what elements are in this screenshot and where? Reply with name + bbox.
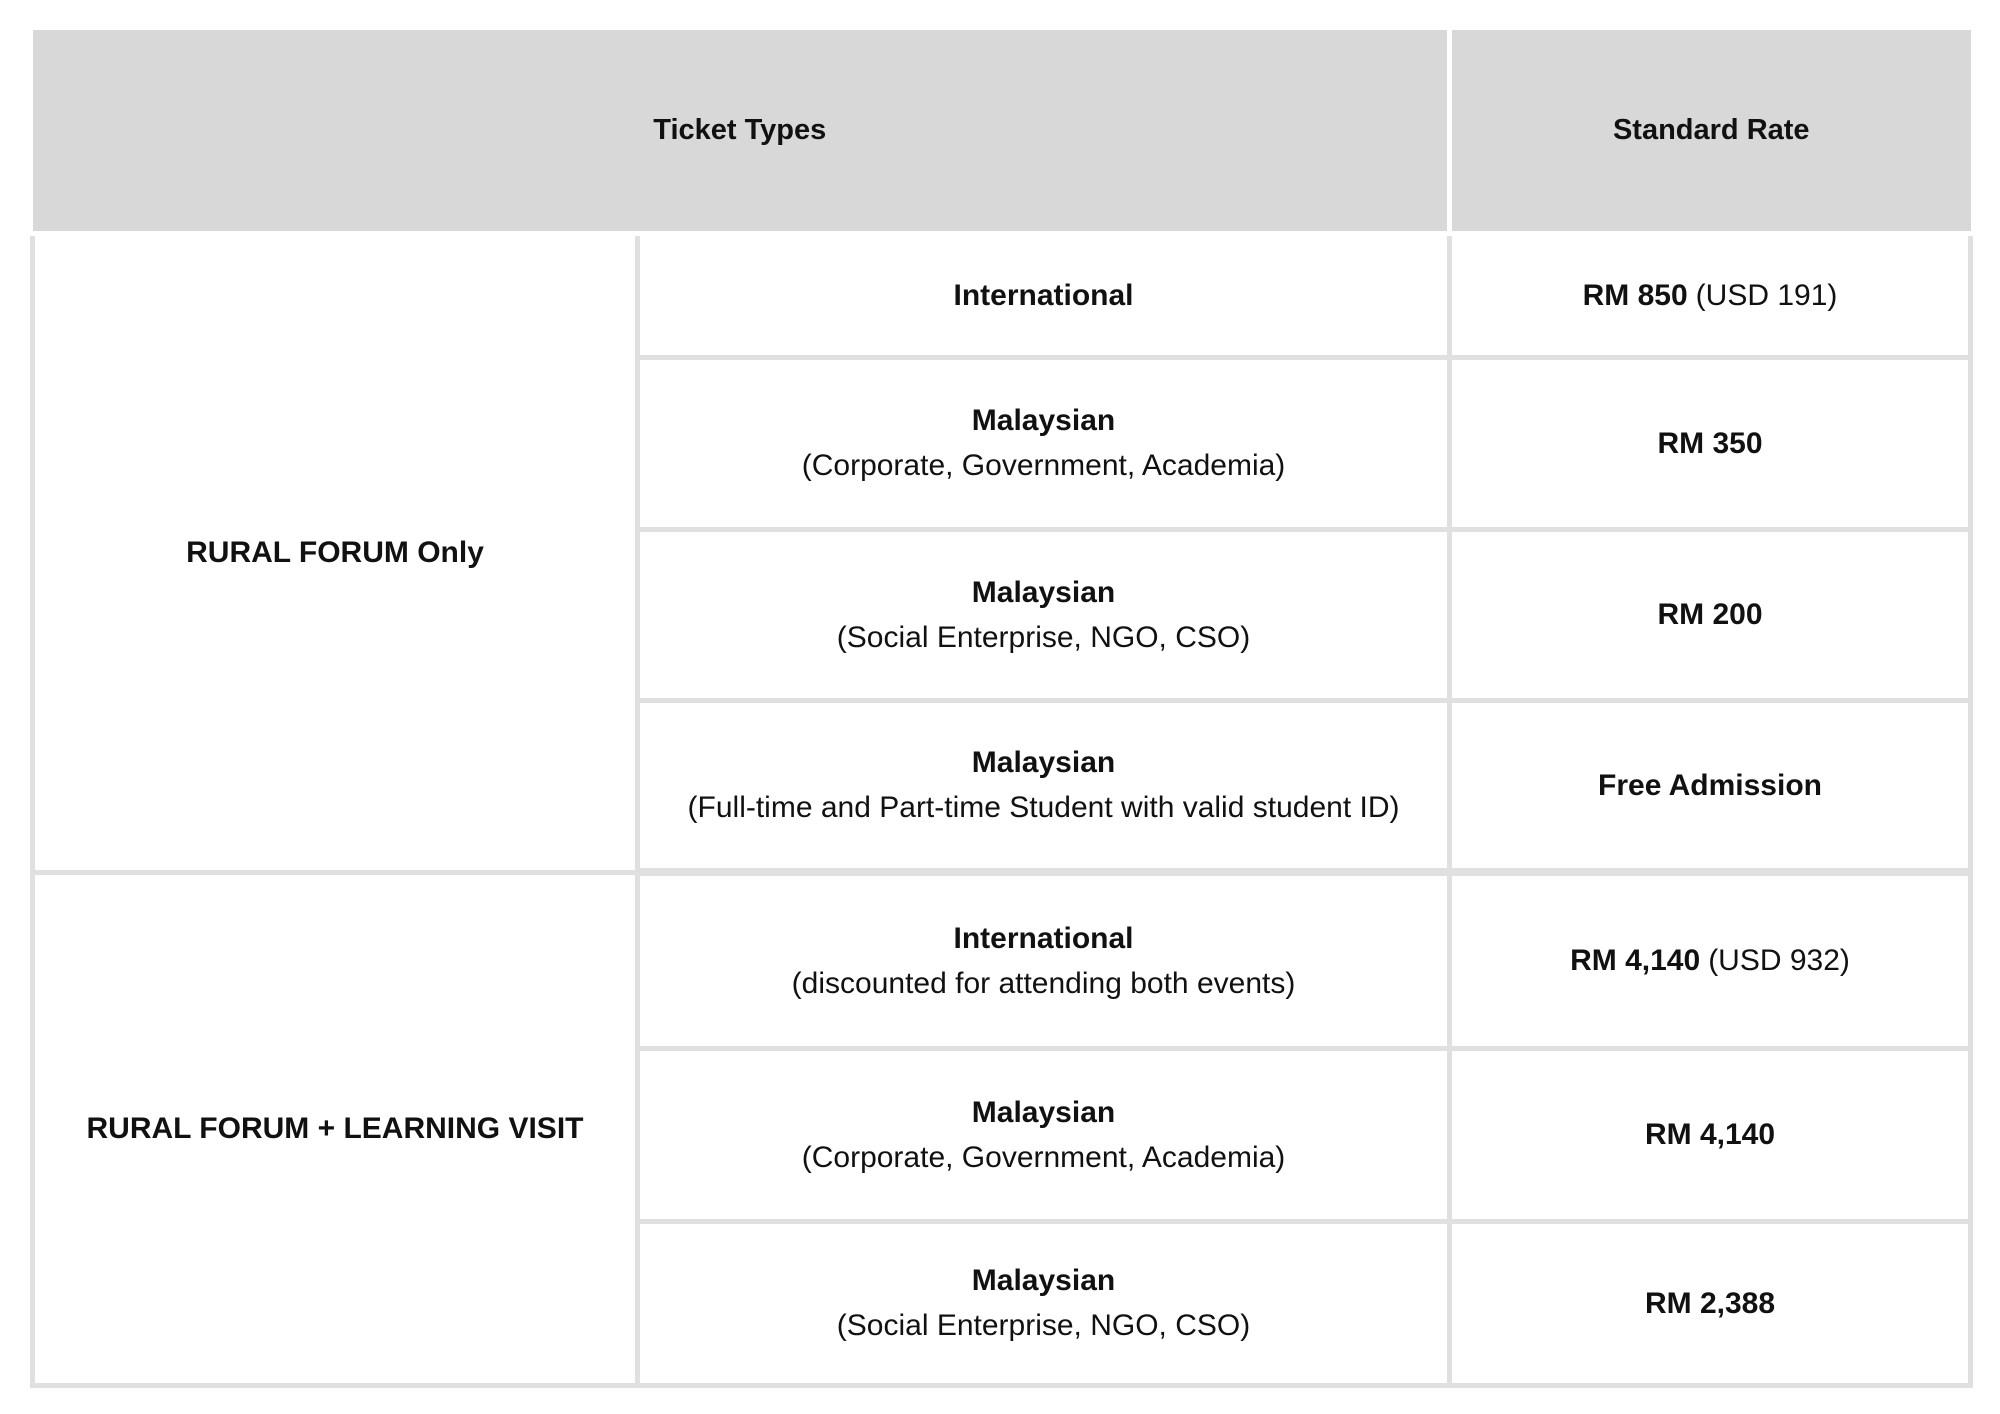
group-label-rural-forum-learning-visit: RURAL FORUM + LEARNING VISIT: [33, 872, 638, 1385]
rate-cell: [1450, 529, 1971, 700]
ticket-type-main: Malaysian: [971, 404, 1116, 437]
table-row: [33, 233, 1971, 357]
ticket-type-cell: [638, 1221, 1450, 1385]
header-standard-rate: Standard Rate: [1450, 30, 1971, 233]
ticket-type-main: International: [953, 921, 1134, 955]
rate-main: RM 850: [1582, 278, 1688, 312]
rate-cell: [1450, 872, 1971, 1048]
ticket-pricing-table: [30, 30, 1973, 1388]
rate-cell: [1450, 700, 1971, 872]
rate-cell: [1450, 1221, 1971, 1385]
table-header-row: [33, 30, 1971, 233]
rate-cell: [1450, 1048, 1971, 1221]
ticket-type-cell: [638, 872, 1450, 1048]
rate-main: RM 200: [1657, 598, 1763, 631]
ticket-type-main: Malaysian: [971, 1264, 1116, 1297]
ticket-type-sub: (Full-time and Part-time Student with valid student ID): [687, 791, 1400, 825]
ticket-type-main: Malaysian: [971, 746, 1116, 780]
rate-sub: (USD 191): [1695, 278, 1838, 312]
ticket-type-cell: [638, 233, 1450, 357]
rate-cell: [1450, 357, 1971, 529]
rate-main: RM 2,388: [1644, 1286, 1776, 1320]
rate-main: RM 4,140: [1570, 944, 1701, 978]
rate-cell: [1450, 233, 1971, 357]
rate-main: Free Admission: [1598, 768, 1822, 802]
ticket-type-sub: (Social Enterprise, NGO, CSO): [836, 620, 1251, 654]
group-label-rural-forum-only: RURAL FORUM Only: [33, 233, 638, 872]
ticket-type-sub: (Corporate, Government, Academia): [801, 449, 1286, 482]
ticket-type-cell: [638, 700, 1450, 872]
ticket-type-sub: (discounted for attending both events): [791, 966, 1296, 1000]
ticket-type-main: Malaysian: [971, 575, 1116, 609]
ticket-type-sub: (Social Enterprise, NGO, CSO): [836, 1309, 1251, 1342]
ticket-type-main: International: [953, 278, 1134, 312]
rate-main: RM 350: [1657, 426, 1763, 460]
rate-sub: (USD 932): [1708, 944, 1850, 978]
ticket-type-cell: [638, 529, 1450, 700]
rate-main: RM 4,140: [1644, 1118, 1776, 1151]
ticket-type-cell: [638, 1048, 1450, 1221]
ticket-type-cell: [638, 357, 1450, 529]
table-row: [33, 872, 1971, 1048]
header-ticket-types: Ticket Types: [33, 30, 1450, 233]
ticket-type-sub: (Corporate, Government, Academia): [801, 1140, 1286, 1174]
ticket-type-main: Malaysian: [971, 1095, 1116, 1129]
